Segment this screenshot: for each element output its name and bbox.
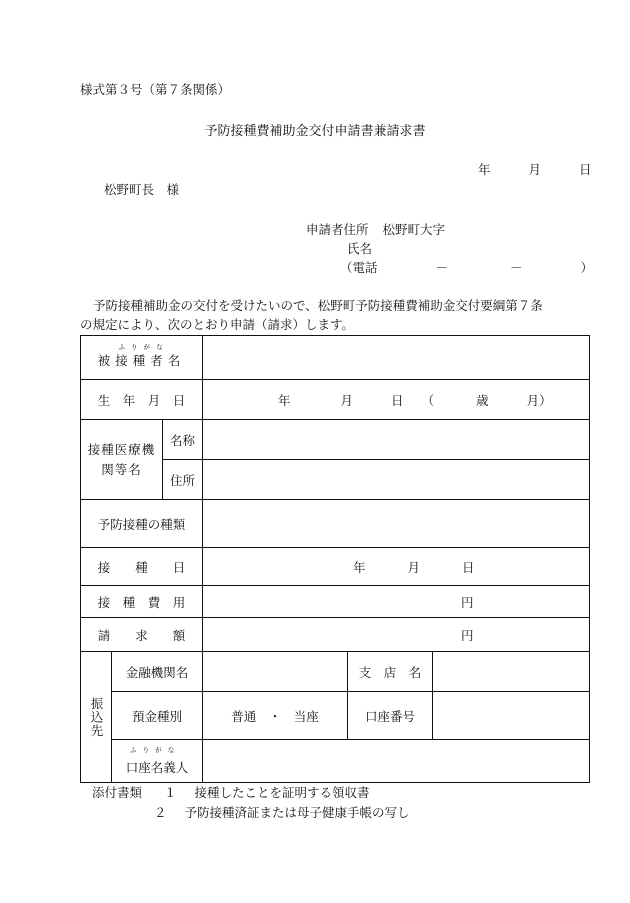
deposit-type-label: 預金種別 bbox=[112, 692, 203, 740]
transfer-destination-label: 振込先 bbox=[89, 696, 104, 738]
vaccination-date-units bbox=[203, 558, 589, 576]
date-month-label: 月 bbox=[528, 162, 541, 177]
birth-date-input[interactable] bbox=[203, 380, 590, 420]
birth-date-units bbox=[203, 391, 589, 409]
attachment-1-text: 接種したことを証明する領収書 bbox=[194, 785, 370, 800]
vaccination-cost-label: 接 種 費 用 bbox=[81, 586, 203, 618]
intro-line-1: 予防接種補助金の交付を受けたいので、松野町予防接種費補助金交付要綱第７条 bbox=[93, 298, 543, 313]
vacc-year-unit: 年 bbox=[353, 559, 366, 575]
facility-address-label: 住所 bbox=[163, 460, 203, 500]
applicant-name-label: 氏名 bbox=[347, 241, 373, 256]
vaccine-type-input[interactable] bbox=[203, 500, 590, 548]
birth-date-label: 生 年 月 日 bbox=[81, 380, 203, 420]
account-holder-label-cell bbox=[112, 740, 203, 783]
vaccination-date-input[interactable] bbox=[203, 548, 590, 586]
birth-paren-open: （ bbox=[421, 392, 435, 408]
phone-open: （電話 bbox=[340, 260, 378, 275]
account-holder-label: 口座名義人 bbox=[125, 760, 189, 775]
date-year-label: 年 bbox=[478, 162, 491, 177]
vaccine-type-label: 予防接種の種類 bbox=[81, 500, 203, 548]
vacc-day-unit: 日 bbox=[462, 559, 475, 575]
birth-age-month-unit: 月） bbox=[526, 392, 552, 408]
phone-sep-2: － bbox=[509, 260, 523, 275]
addressee: 松野町長 様 bbox=[104, 182, 180, 197]
recipient-name-label-cell bbox=[81, 336, 203, 380]
date-line bbox=[478, 160, 591, 178]
attachment-2-number: ２ bbox=[154, 805, 167, 820]
bank-name-label: 金融機関名 bbox=[112, 652, 203, 692]
claim-unit-wrap bbox=[203, 626, 589, 644]
date-day-label: 日 bbox=[578, 162, 592, 177]
account-number-label: 口座番号 bbox=[348, 692, 433, 740]
bank-name-input[interactable] bbox=[203, 652, 348, 692]
claim-unit: 円 bbox=[461, 627, 474, 643]
recipient-name-label: 被接種者名 bbox=[97, 352, 186, 368]
recipient-ruby: ふ り が な bbox=[118, 342, 165, 351]
phone-close: ） bbox=[580, 260, 593, 275]
branch-name-input[interactable] bbox=[433, 652, 590, 692]
facility-label-text: 接種医療機関等名 bbox=[87, 441, 156, 477]
application-form-table bbox=[80, 335, 590, 783]
branch-name-label: 支 店 名 bbox=[348, 652, 433, 692]
claim-amount-label: 請 求 額 bbox=[81, 618, 203, 652]
phone-sep-1: － bbox=[435, 260, 448, 275]
deposit-type-options[interactable]: 普通 ・ 当座 bbox=[203, 692, 348, 740]
transfer-destination-label-cell bbox=[81, 652, 112, 783]
vacc-month-unit: 月 bbox=[407, 559, 421, 575]
applicant-address-value: 松野町大字 bbox=[382, 222, 445, 237]
claim-amount-input[interactable] bbox=[203, 618, 590, 652]
attachment-2-text: 予防接種済証または母子健康手帳の写し bbox=[184, 805, 410, 820]
account-holder-ruby: ふ り が な bbox=[130, 746, 177, 754]
facility-name-label: 名称 bbox=[163, 420, 203, 460]
intro-text bbox=[80, 296, 585, 334]
intro-line-2: の規定により、次のとおり申請（請求）します。 bbox=[80, 317, 355, 332]
document-title: 予防接種費補助金交付申請書兼請求書 bbox=[204, 124, 426, 139]
account-number-input[interactable] bbox=[433, 692, 590, 740]
account-holder-input[interactable] bbox=[203, 740, 590, 783]
applicant-phone bbox=[340, 258, 593, 276]
form-number: 様式第３号（第７条関係） bbox=[80, 82, 231, 97]
attachment-line-1 bbox=[92, 783, 369, 801]
attachment-line-2 bbox=[154, 803, 410, 821]
attachments-label: 添付書類 bbox=[92, 785, 143, 800]
cost-unit: 円 bbox=[461, 594, 474, 610]
birth-month-unit: 月 bbox=[340, 392, 354, 408]
facility-name-input[interactable] bbox=[203, 420, 590, 460]
recipient-name-input[interactable] bbox=[203, 336, 590, 380]
applicant-address bbox=[306, 220, 445, 238]
attachment-1-number: １ bbox=[163, 785, 177, 800]
vaccination-cost-input[interactable] bbox=[203, 586, 590, 618]
facility-address-input[interactable] bbox=[203, 460, 590, 500]
facility-label bbox=[81, 420, 163, 500]
applicant-address-label: 申請者住所 bbox=[306, 222, 369, 237]
cost-unit-wrap bbox=[203, 593, 589, 611]
birth-age-unit: 歳 bbox=[476, 392, 489, 408]
birth-day-unit: 日 bbox=[391, 392, 404, 408]
birth-year-unit: 年 bbox=[278, 392, 291, 408]
vaccination-date-label: 接 種 日 bbox=[81, 548, 203, 586]
